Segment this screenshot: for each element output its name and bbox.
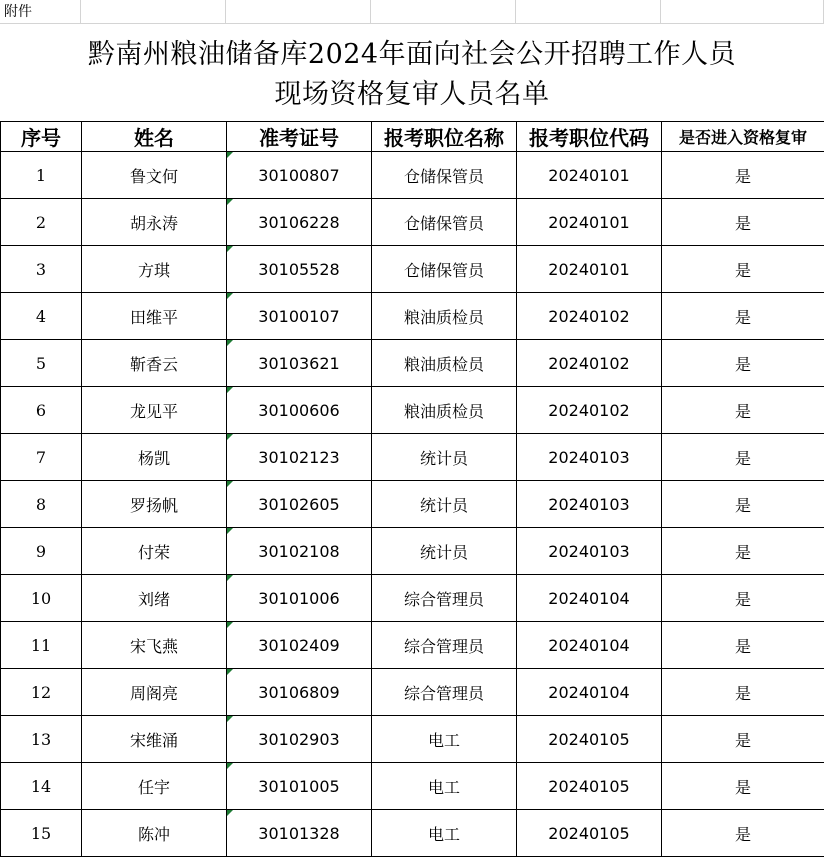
cell-no[interactable]: 14 <box>1 763 82 810</box>
cell-review[interactable]: 是 <box>662 763 824 810</box>
cell-code[interactable]: 20240105 <box>517 810 662 857</box>
cell-position[interactable]: 电工 <box>372 810 517 857</box>
cell-review[interactable]: 是 <box>662 199 824 246</box>
cell-code[interactable]: 20240102 <box>517 293 662 340</box>
cell-exam-id[interactable]: 30101005 <box>227 763 372 810</box>
cell-no[interactable]: 6 <box>1 387 82 434</box>
cell-code[interactable]: 20240104 <box>517 575 662 622</box>
table-row <box>1 340 824 387</box>
cell-name[interactable]: 杨凯 <box>82 434 227 481</box>
cell-name[interactable]: 宋维涌 <box>82 716 227 763</box>
header-cell-exam-id[interactable]: 准考证号 <box>227 122 372 152</box>
cell-position[interactable]: 电工 <box>372 716 517 763</box>
table-row <box>1 481 824 528</box>
cell-no[interactable]: 1 <box>1 152 82 199</box>
cell-review[interactable]: 是 <box>662 434 824 481</box>
cell-name[interactable]: 刘绪 <box>82 575 227 622</box>
header-cell-code[interactable]: 报考职位代码 <box>517 122 662 152</box>
cell-review[interactable]: 是 <box>662 716 824 763</box>
cell-exam-id[interactable]: 30102123 <box>227 434 372 481</box>
cell-exam-id[interactable]: 30101328 <box>227 810 372 857</box>
cell-review[interactable]: 是 <box>662 340 824 387</box>
header-row <box>1 122 824 152</box>
cell-code[interactable]: 20240105 <box>517 716 662 763</box>
cell-exam-id[interactable]: 30106228 <box>227 199 372 246</box>
cell-code[interactable]: 20240101 <box>517 246 662 293</box>
cell-position[interactable]: 综合管理员 <box>372 575 517 622</box>
cell-no[interactable]: 9 <box>1 528 82 575</box>
table-row <box>1 575 824 622</box>
title-line-2: 现场资格复审人员名单 <box>0 78 824 112</box>
table-row <box>1 810 824 857</box>
cell-review[interactable]: 是 <box>662 293 824 340</box>
cell-position[interactable]: 统计员 <box>372 481 517 528</box>
cell-position[interactable]: 仓储保管员 <box>372 152 517 199</box>
cell-position[interactable]: 统计员 <box>372 528 517 575</box>
cell-exam-id[interactable]: 30102409 <box>227 622 372 669</box>
table-row <box>1 199 824 246</box>
header-cell-no[interactable]: 序号 <box>1 122 82 152</box>
cell-name[interactable]: 胡永涛 <box>82 199 227 246</box>
cell-code[interactable]: 20240103 <box>517 528 662 575</box>
cell-exam-id[interactable]: 30105528 <box>227 246 372 293</box>
cell-name[interactable]: 任宇 <box>82 763 227 810</box>
header-cell-name[interactable]: 姓名 <box>82 122 227 152</box>
cell-exam-id[interactable]: 30100807 <box>227 152 372 199</box>
table-row <box>1 528 824 575</box>
cell-position[interactable]: 仓储保管员 <box>372 246 517 293</box>
table-row <box>1 387 824 434</box>
attachment-row <box>0 0 824 24</box>
cell-position[interactable]: 仓储保管员 <box>372 199 517 246</box>
cell-exam-id[interactable]: 30100107 <box>227 293 372 340</box>
cell-position[interactable]: 电工 <box>372 763 517 810</box>
cell-no[interactable]: 13 <box>1 716 82 763</box>
cell-name[interactable]: 田维平 <box>82 293 227 340</box>
cell-no[interactable]: 11 <box>1 622 82 669</box>
candidate-table <box>0 121 824 857</box>
cell-exam-id[interactable]: 30106809 <box>227 669 372 716</box>
empty-cell[interactable] <box>81 0 226 24</box>
cell-no[interactable]: 7 <box>1 434 82 481</box>
cell-exam-id[interactable]: 30103621 <box>227 340 372 387</box>
cell-review[interactable]: 是 <box>662 528 824 575</box>
cell-name[interactable]: 鲁文何 <box>82 152 227 199</box>
empty-cell[interactable] <box>226 0 371 24</box>
cell-name[interactable]: 宋飞燕 <box>82 622 227 669</box>
cell-no[interactable]: 10 <box>1 575 82 622</box>
cell-code[interactable]: 20240103 <box>517 434 662 481</box>
cell-name[interactable]: 靳香云 <box>82 340 227 387</box>
cell-no[interactable]: 3 <box>1 246 82 293</box>
cell-review[interactable]: 是 <box>662 575 824 622</box>
cell-no[interactable]: 15 <box>1 810 82 857</box>
cell-review[interactable]: 是 <box>662 246 824 293</box>
cell-name[interactable]: 周阁亮 <box>82 669 227 716</box>
cell-review[interactable]: 是 <box>662 481 824 528</box>
cell-no[interactable]: 2 <box>1 199 82 246</box>
table-row <box>1 622 824 669</box>
cell-no[interactable]: 8 <box>1 481 82 528</box>
cell-name[interactable]: 龙见平 <box>82 387 227 434</box>
cell-review[interactable]: 是 <box>662 810 824 857</box>
cell-code[interactable]: 20240101 <box>517 199 662 246</box>
cell-review[interactable]: 是 <box>662 152 824 199</box>
cell-code[interactable]: 20240101 <box>517 152 662 199</box>
cell-exam-id[interactable]: 30101006 <box>227 575 372 622</box>
cell-name[interactable]: 罗扬帆 <box>82 481 227 528</box>
header-cell-position[interactable]: 报考职位名称 <box>372 122 517 152</box>
cell-exam-id[interactable]: 30102903 <box>227 716 372 763</box>
cell-position[interactable]: 粮油质检员 <box>372 293 517 340</box>
cell-name[interactable]: 陈冲 <box>82 810 227 857</box>
empty-cell[interactable] <box>661 0 824 24</box>
table-row <box>1 763 824 810</box>
cell-no[interactable]: 5 <box>1 340 82 387</box>
cell-code[interactable]: 20240102 <box>517 387 662 434</box>
document-title <box>0 24 824 121</box>
cell-code[interactable]: 20240102 <box>517 340 662 387</box>
empty-cell[interactable] <box>516 0 661 24</box>
cell-no[interactable]: 4 <box>1 293 82 340</box>
cell-name[interactable]: 付荣 <box>82 528 227 575</box>
cell-review[interactable]: 是 <box>662 387 824 434</box>
cell-code[interactable]: 20240104 <box>517 622 662 669</box>
cell-review[interactable]: 是 <box>662 622 824 669</box>
cell-exam-id[interactable]: 30102605 <box>227 481 372 528</box>
cell-exam-id[interactable]: 30102108 <box>227 528 372 575</box>
cell-code[interactable]: 20240104 <box>517 669 662 716</box>
cell-exam-id[interactable]: 30100606 <box>227 387 372 434</box>
empty-cell[interactable] <box>371 0 516 24</box>
table-row <box>1 152 824 199</box>
cell-position[interactable]: 粮油质检员 <box>372 340 517 387</box>
attachment-label[interactable]: 附件 <box>0 0 81 24</box>
cell-position[interactable]: 综合管理员 <box>372 669 517 716</box>
cell-no[interactable]: 12 <box>1 669 82 716</box>
cell-position[interactable]: 粮油质检员 <box>372 387 517 434</box>
table-row <box>1 669 824 716</box>
table-row <box>1 434 824 481</box>
cell-name[interactable]: 方琪 <box>82 246 227 293</box>
cell-code[interactable]: 20240103 <box>517 481 662 528</box>
table-row <box>1 293 824 340</box>
table-row <box>1 246 824 293</box>
title-line-1: 黔南州粮油储备库2024年面向社会公开招聘工作人员 <box>0 38 824 72</box>
cell-position[interactable]: 统计员 <box>372 434 517 481</box>
cell-position[interactable]: 综合管理员 <box>372 622 517 669</box>
cell-review[interactable]: 是 <box>662 669 824 716</box>
table-row <box>1 716 824 763</box>
header-cell-review[interactable]: 是否进入资格复审 <box>662 122 824 152</box>
cell-code[interactable]: 20240105 <box>517 763 662 810</box>
